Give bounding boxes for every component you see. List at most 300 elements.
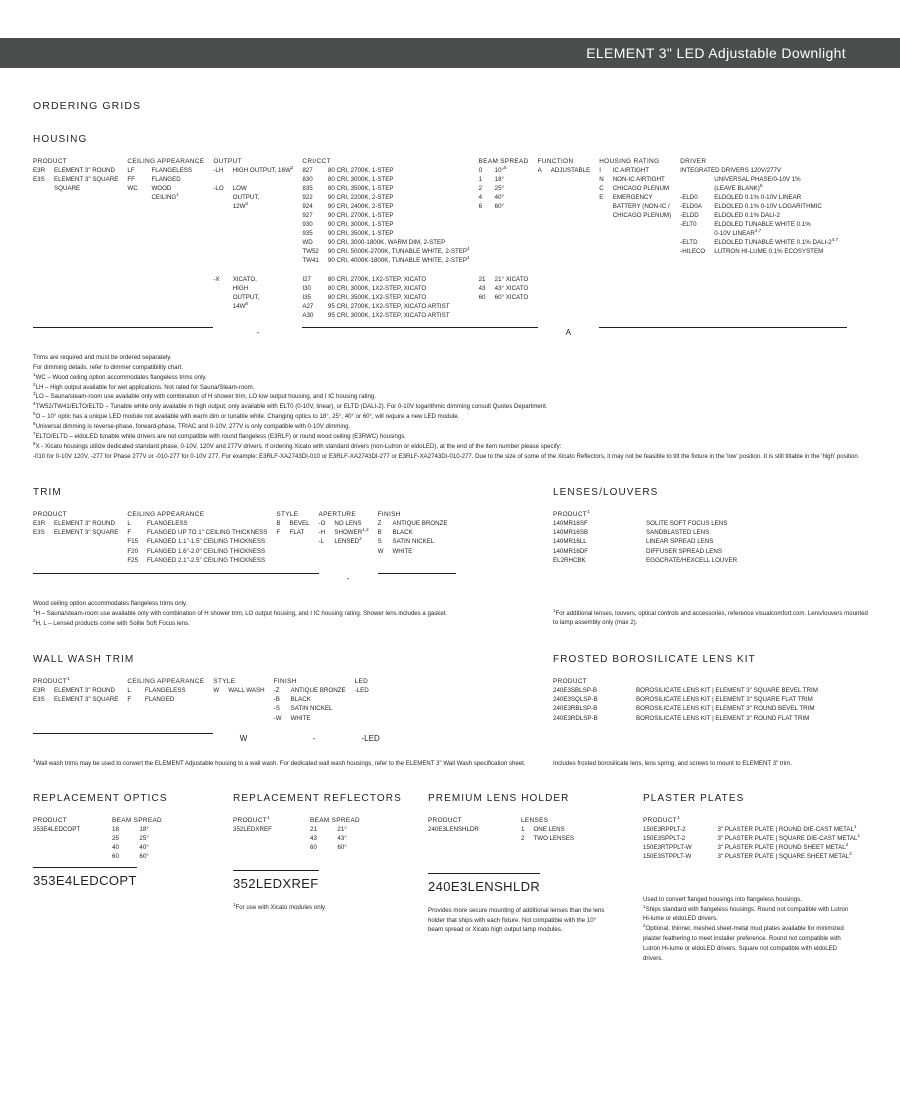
ro-beam-desc-0: 18° — [139, 825, 149, 833]
housing-driver-code-4: -ELT0 — [680, 221, 697, 229]
trim-ceiling-desc-0: FLANGELESS — [147, 520, 188, 528]
plaster-plates-notes — [643, 895, 857, 964]
housing-rating-code-0: I — [599, 167, 601, 174]
lens-desc-3: DIFFUSER SPREAD LENS — [646, 547, 722, 555]
header-row — [643, 817, 869, 825]
replacement-reflectors-grid — [233, 814, 369, 864]
table-row — [33, 714, 387, 723]
table-row — [233, 852, 369, 864]
housing-product-desc-1: ELEMENT 3" SQUARE — [54, 176, 119, 184]
ww-finish-code-1: -B — [273, 696, 280, 704]
housing-product-code-1: E3S — [33, 176, 45, 184]
housing-driver-desc-6: LUTRON HI-LUME 0.1% ECOSYSTEM — [714, 248, 824, 256]
table-row — [33, 284, 847, 293]
table-row — [553, 714, 827, 723]
housing-xicato-code-0: I27 — [302, 275, 311, 283]
housing-ceiling-desc-0: FLANGELESS — [151, 167, 193, 174]
housing-xicato-code-2: I35 — [302, 293, 311, 301]
table-row — [553, 528, 746, 537]
housing-note-9: $^8$X - Xicato housings utilize dedicated standard phase, 0-10V, 120V and 277V drivers. If ordering Xicato with standard drivers (non-Lutron or eldoLED), at the end of the item number please specify: — [33, 440, 562, 450]
housing-output-desc-0b — [233, 175, 303, 184]
trim-finish-code-0: Z — [377, 520, 382, 528]
ro-product: 353E4LEDCOPT — [33, 825, 81, 833]
col-header-lenses: LENSES — [521, 816, 549, 824]
housing-note-2: $^1$WC – Wood ceiling option accommodates flangeless trims only. — [33, 371, 207, 381]
housing-function-code-0: A — [537, 167, 542, 174]
ro-beam-code-2: 40 — [112, 843, 119, 851]
table-row — [233, 825, 369, 834]
col-header-aperture: APERTURE — [318, 511, 356, 519]
housing-beamx-code-1: 43 — [478, 284, 486, 292]
premium-lens-holder-title: PREMIUM LENS HOLDER — [428, 792, 570, 804]
housing-cricct-desc-10: 90 CRI, 4000K-1800K, TUNABLE WHITE, 2-STEP$^4$ — [327, 255, 470, 265]
housing-driver-desc-4b: 0-10V LINEAR$^{4,7}$ — [714, 228, 762, 238]
col-header-ceiling: CEILING APPEARANCE — [127, 678, 205, 686]
housing-driver-code-1: -ELD0 — [680, 194, 698, 202]
housing-xicato-code-1: I30 — [302, 284, 311, 292]
plh-lens-code-0: 1 — [521, 825, 525, 833]
ww-style-desc-0: WALL WASH — [228, 687, 265, 695]
table-row — [33, 825, 171, 834]
col-header-ceiling: CEILING APPEARANCE — [127, 511, 205, 519]
lens-desc-0: SOLITE SOFT FOCUS LENS — [646, 520, 728, 528]
housing-note-6: $^5$O – 10° optic has a unique LED module not available with warm dim or tunable white. Changing optics to 18°, 25°, 40° or 60°, will require a new LED module. — [33, 411, 460, 421]
ro-beam-code-1: 25 — [112, 834, 119, 842]
housing-cricct-desc-2: 80 CRI, 3500K, 1-STEP — [327, 185, 394, 193]
housing-output-desc-x3: OUTPUT, — [232, 293, 260, 301]
housing-cricct-desc-1: 80 CRI, 3000K, 1-STEP — [327, 176, 394, 184]
plaster-plates-title: PLASTER PLATES — [643, 792, 745, 804]
ww-selection-style: W — [239, 734, 248, 744]
housing-xicato-code-3: A27 — [302, 302, 314, 310]
housing-note-3: $^2$LH – High output available for wet applications. Not rated for Sauna/Steam-room. — [33, 381, 255, 391]
table-row — [33, 247, 847, 256]
trim-ceiling-code-4: F25 — [127, 556, 139, 564]
housing-product-desc-0: ELEMENT 3" ROUND — [54, 167, 115, 174]
pp-code-2: 150E3RTPPLT-W — [643, 843, 692, 851]
table-row — [643, 825, 869, 834]
table-row — [33, 220, 847, 229]
table-row — [233, 843, 369, 852]
col-header-cricct: CRI/CCT — [302, 158, 331, 165]
housing-output-desc-1: LOW — [232, 185, 247, 193]
housing-section-title: HOUSING — [33, 134, 88, 145]
plh-lens-desc-1: TWO LENSES — [533, 834, 575, 842]
housing-driver-desc-4: ELDOLED TUNABLE WHITE 0.1% — [714, 221, 811, 229]
housing-driver-desc-3: ELDOLED 0.1% DALI-2 — [714, 212, 780, 220]
trim-aperture-desc-0: NO LENS — [334, 520, 362, 528]
col-header-rating: HOUSING RATING — [599, 158, 660, 165]
table-row — [33, 528, 456, 537]
replacement-optics-section — [33, 793, 233, 964]
housing-cricct-code-7: 935 — [302, 230, 313, 238]
trim-note-1: $^1$H – Sauna/steam-room use available only with combination of H shower trim, LO output housing, and I IC housing rating. Shower lens includes a gasket. — [33, 607, 448, 617]
trim-finish-code-3: W — [377, 547, 384, 555]
ww-product-desc-1: ELEMENT 3" SQUARE — [54, 696, 119, 704]
col-header-ceiling: CEILING APPEARANCE — [127, 158, 205, 165]
col-header-led: LED — [354, 678, 369, 686]
plaster-plates-section — [643, 793, 869, 964]
table-row — [33, 704, 387, 713]
ww-finish-code-2: -S — [273, 705, 280, 713]
col-header-function: FUNCTION — [537, 158, 574, 165]
table-row — [233, 834, 369, 843]
trim-note-2: $^2$H, L – Lensed products come with Solite Soft Focus lens. — [33, 617, 190, 627]
replacement-optics-code: 353E4LEDCOPT — [33, 867, 137, 888]
table-row — [553, 537, 746, 546]
ww-product-code-1: E3S — [33, 696, 45, 704]
trim-aperture-desc-2: LENSED$^2$ — [334, 536, 362, 546]
trim-finish-desc-3: WHITE — [392, 547, 413, 555]
housing-rating-code-1: N — [599, 176, 604, 184]
table-row — [33, 686, 387, 695]
housing-beamx-desc-2: 60° XICATO — [494, 293, 529, 301]
col-header-beam: BEAM SPREAD — [112, 816, 163, 824]
trim-ceiling-desc-3: FLANGED 1.6"-2.0" CEILING THICKNESS — [147, 547, 266, 555]
frosted-code-3: 240E3RDLSP-B — [553, 714, 598, 722]
housing-ceiling-desc-2b: CEILING$^1$ — [151, 192, 179, 202]
col-header-driver: DRIVER — [680, 158, 707, 165]
table-row — [553, 519, 746, 528]
housing-cricct-code-9: TW52 — [302, 248, 319, 256]
ro-beam-code-3: 60 — [112, 852, 119, 860]
trim-product-code-0: E3R — [33, 520, 46, 528]
trim-lenses-row — [33, 487, 869, 628]
housing-rating-desc-2: CHICAGO PLENUM — [612, 185, 670, 193]
housing-beamx-code-2: 60 — [478, 293, 486, 301]
table-row — [643, 843, 869, 852]
page-content — [33, 100, 869, 964]
pp-note-0: Used to convert flanged housings into flangeless housings. — [643, 895, 802, 903]
housing-driver-code-3: -ELDD — [680, 212, 699, 220]
frosted-note: Includes frosted borosilicate lens, lens spring, and screws to mount to ELEMENT 3" trim. — [553, 759, 792, 767]
frosted-desc-0: BOROSILICATE LENS KIT | ELEMENT 3" SQUARE BEVEL TRIM — [636, 687, 818, 695]
housing-beam-desc-3: 40° — [494, 194, 505, 202]
table-row — [428, 834, 583, 843]
col-header-beam: BEAM SPREAD — [478, 158, 529, 165]
table-row — [33, 166, 847, 175]
table-row — [33, 302, 847, 311]
housing-xicato-code-4: A30 — [302, 311, 314, 319]
housing-grid — [33, 158, 847, 339]
housing-beamx-desc-0: 21° XICATO — [494, 275, 529, 283]
ww-finish-desc-2: SATIN NICKEL — [290, 705, 333, 713]
frosted-code-0: 240E3SBLSP-B — [553, 687, 598, 695]
housing-driver-code-5: -ELTD — [680, 239, 698, 247]
housing-header-row — [33, 158, 847, 166]
housing-cricct-code-6: 930 — [302, 221, 313, 229]
table-row — [33, 211, 847, 220]
replacement-optics-title: REPLACEMENT OPTICS — [33, 792, 168, 804]
table-row — [553, 547, 746, 556]
housing-product-desc-1b: SQUARE — [54, 185, 81, 193]
housing-ceiling-code-2: WC — [127, 185, 138, 193]
wallwash-note: $^1$Wall wash trims may be used to convert the ELEMENT Adjustable housing to a wall wash. For dedicated wall wash housings, refer to the ELEMENT 3" Wall Wash specification sheet. — [33, 757, 526, 767]
housing-ceiling-desc-2: WOOD — [151, 185, 172, 193]
lens-code-2: 140MR16LL — [553, 538, 587, 546]
table-row — [643, 834, 869, 843]
table-row — [33, 256, 847, 265]
trim-product-desc-1: ELEMENT 3" SQUARE — [54, 529, 119, 537]
col-header-finish: FINISH — [377, 511, 401, 519]
housing-selection-output: - — [256, 328, 260, 338]
trim-finish-desc-1: BLACK — [392, 529, 413, 537]
housing-output-code-x: -X — [213, 275, 220, 283]
wallwash-frosted-row — [33, 654, 869, 768]
table-row — [33, 193, 847, 202]
ww-style-code-0: W — [213, 687, 220, 695]
trim-section — [33, 487, 553, 628]
pp-desc-3: 3" PLASTER PLATE | SQUARE SHEET METAL$^2$ — [717, 850, 852, 860]
table-row — [33, 556, 456, 565]
housing-xicato-desc-4: 95 CRI, 3000K, 1X2-STEP, XICATO ARTIST — [327, 311, 450, 319]
table-row — [33, 843, 171, 852]
housing-rating-code-3: E — [599, 194, 604, 202]
housing-output-code-0: -LH — [213, 167, 224, 174]
housing-cricct-desc-0: 80 CRI, 2700K, 1-STEP — [327, 167, 394, 174]
ro-beam-desc-2: 40° — [139, 843, 149, 851]
housing-beamx-desc-1: 43° XICATO — [494, 284, 529, 292]
table-row — [553, 686, 827, 695]
pp-note-1: $^1$Ships standard with flangeless housings. Round not compatible with Lutron Hi-lume or eldoLED drivers. — [643, 903, 849, 923]
wallwash-selection-row — [33, 733, 387, 745]
housing-ceiling-code-0: LF — [127, 167, 135, 174]
trim-finish-code-2: S — [377, 538, 382, 546]
rr-beam-desc-1: 43° — [337, 834, 347, 842]
housing-note-8: $^7$ELTO/ELTD – eldoLED tunable white drivers are not compatible with round flangeless (E3RLF) or round wood ceiling (E3RWC) housings. — [33, 430, 406, 440]
replacement-optics-grid — [33, 817, 171, 861]
housing-driver-desc-0b: (LEAVE BLANK)$^6$ — [714, 183, 763, 193]
housing-driver-desc-5: ELDOLED TUNABLE WHITE 0.1% DALI-2$^{4,7}$ — [714, 237, 839, 247]
housing-cricct-code-0: 827 — [302, 167, 313, 174]
table-row — [33, 852, 171, 861]
trim-ceiling-desc-2: FLANGED 1.1"-1.5" CEILING THICKNESS — [147, 538, 266, 546]
trim-ceiling-code-3: F20 — [127, 547, 139, 555]
table-row — [33, 293, 847, 302]
table-row — [553, 695, 827, 704]
spacer-row — [33, 266, 847, 275]
lenses-section — [553, 487, 869, 628]
housing-output-code-1: -LO — [213, 185, 224, 193]
table-row — [33, 519, 456, 528]
ro-beam-desc-3: 60° — [139, 852, 149, 860]
housing-cricct-code-10: TW41 — [302, 257, 319, 265]
table-row — [553, 556, 746, 565]
table-row — [33, 184, 847, 193]
housing-beam-code-3: 4 — [478, 194, 483, 202]
lenses-header-row — [553, 511, 746, 519]
lenses-grid — [553, 511, 746, 564]
ww-finish-code-3: -W — [273, 714, 282, 722]
frosted-code-2: 240E3RBLSP-B — [553, 705, 598, 713]
housing-cricct-desc-9: 90 CRI, 5000K-2700K, TUNABLE WHITE, 2-STEP$^4$ — [327, 246, 470, 256]
bottom-sections — [33, 793, 869, 964]
trim-finish-code-1: B — [377, 529, 382, 537]
table-row — [553, 704, 827, 713]
housing-notes — [33, 353, 869, 461]
trim-notes — [33, 599, 553, 629]
rr-beam-code-1: 43 — [310, 834, 317, 842]
housing-output-desc-x2: HIGH — [232, 284, 249, 292]
housing-driver-heading: INTEGRATED DRIVERS 120V/277V — [680, 167, 782, 174]
lens-code-3: 140MR16DF — [553, 547, 589, 555]
housing-beam-desc-1: 18° — [494, 176, 505, 184]
header-row — [233, 817, 369, 825]
housing-driver-desc-0: UNIVERSAL PHASE/0-10V 1% — [714, 176, 801, 184]
wallwash-section-title: WALL WASH TRIM — [33, 654, 135, 666]
ww-ceiling-code-1: F — [127, 696, 132, 704]
ww-finish-desc-0: ANTIQUE BRONZE — [290, 687, 346, 695]
frosted-desc-3: BOROSILICATE LENS KIT | ELEMENT 3" ROUND FLAT TRIM — [636, 714, 810, 722]
housing-cricct-desc-7: 90 CRI, 3500K, 1-STEP — [327, 230, 394, 238]
housing-driver-desc-1: ELDOLED 0.1% 0-10V LINEAR — [714, 194, 802, 202]
housing-note-0: Trims are required and must be ordered separately. — [33, 353, 172, 361]
pp-code-0: 150E3RPPLT-2 — [643, 825, 686, 833]
housing-cricct-desc-6: 90 CRI, 3000K, 1-STEP — [327, 221, 394, 229]
housing-xicato-desc-3: 95 CRI, 2700K, 1X2-STEP, XICATO ARTIST — [327, 302, 450, 310]
col-header-product: PRODUCT$^1$ — [233, 814, 270, 824]
plaster-plates-grid — [643, 814, 869, 861]
housing-output-desc-1b: OUTPUT, — [232, 194, 260, 202]
col-header-product: PRODUCT — [33, 511, 68, 519]
housing-cricct-desc-3: 90 CRI, 2200K, 2-STEP — [327, 194, 394, 202]
col-header-product: PRODUCT — [33, 816, 68, 824]
housing-cricct-desc-4: 90 CRI, 2400K, 2-STEP — [327, 203, 394, 211]
housing-cricct-code-3: 922 — [302, 194, 313, 202]
housing-cricct-code-4: 924 — [302, 203, 313, 211]
housing-rating-code-2: C — [599, 185, 604, 193]
housing-driver-desc-2: ELDOLED 0.1% 0-10V LOGARITHMIC — [714, 203, 822, 211]
frosted-desc-2: BOROSILICATE LENS KIT | ELEMENT 3" ROUND BEVEL TRIM — [636, 705, 815, 713]
housing-note-5: $^4$TW52/TW41/ELTO/ELTD – Tunable white only available in high output; only available with ELT0 (0-10V, linear), or ELTD (DALI-2). For 0-10V logarithmic dimming consult Quotes Department. — [33, 401, 548, 411]
housing-beamx-code-0: 21 — [478, 275, 486, 283]
table-row — [33, 229, 847, 238]
pp-desc-0: 3" PLASTER PLATE | ROUND DIE-CAST METAL$^1$ — [717, 823, 857, 833]
housing-output-desc-1c: $12W^3$ — [232, 201, 248, 211]
housing-note-4: $^3$LO – Sauna/steam-room use available only with combination of H shower trim, LO low output housing, and I IC housing rating. — [33, 391, 376, 401]
trim-style-desc-1: FLAT — [289, 529, 305, 537]
replacement-reflectors-title: REPLACEMENT REFLECTORS — [233, 792, 402, 804]
lens-code-1: 140MR16SB — [553, 529, 589, 537]
housing-cricct-code-8: WD — [302, 239, 313, 247]
rr-beam-code-2: 60 — [310, 843, 317, 851]
replacement-reflectors-code: 352LEDXREF — [233, 870, 319, 891]
premium-lens-holder-section — [428, 793, 643, 964]
housing-beam-desc-4: 60° — [494, 203, 505, 211]
housing-rating-desc-3c: CHICAGO PLENUM) — [612, 212, 672, 220]
housing-beam-code-2: 2 — [478, 185, 483, 193]
page-title: ORDERING GRIDS — [33, 100, 142, 112]
housing-driver-code-2: -ELD0A — [680, 203, 702, 211]
housing-rating-desc-3: EMERGENCY — [612, 194, 653, 202]
spacer-row — [33, 723, 387, 734]
col-header-style: STYLE — [213, 678, 236, 686]
lenses-note: $^1$For additional lenses, louvers, optical controls and accessories, reference visualcomfort.com. Lens/louvers mounted to lamp assembly only (max 2). — [553, 607, 868, 627]
plh-lens-code-1: 2 — [521, 834, 525, 842]
ww-ceiling-desc-1: FLANGED — [144, 696, 175, 704]
frosted-desc-1: BOROSILICATE LENS KIT | ELEMENT 3" SQUARE FLAT TRIM — [636, 696, 813, 704]
header-row — [428, 817, 583, 825]
trim-ceiling-desc-1: FLANGED UP TO 1" CEILING THICKNESS — [147, 529, 268, 537]
table-row — [33, 695, 387, 704]
pp-code-1: 150E3SPPLT-2 — [643, 834, 686, 842]
header-row — [33, 817, 171, 825]
replacement-reflectors-note: $^1$For use with Xicato modules only. — [233, 901, 327, 911]
col-header-product: PRODUCT$^1$ — [553, 509, 590, 519]
housing-product-code-0: E3R — [33, 167, 46, 174]
frosted-section-title: FROSTED BOROSILICATE LENS KIT — [553, 654, 756, 666]
housing-note-7: $^6$Universal dimming is reverse-phase, forward-phase, TRIAC and 0-10V. 277V is only compatible with 0-10V dimming. — [33, 420, 351, 430]
housing-rating-desc-0: IC AIRTIGHT — [612, 167, 650, 174]
trim-style-code-0: B — [276, 520, 281, 528]
housing-cricct-code-2: 835 — [302, 185, 313, 193]
rr-beam-code-0: 21 — [310, 825, 317, 833]
wallwash-header-row — [33, 678, 387, 686]
housing-output-desc-x: XICATO, — [232, 275, 257, 283]
ww-selection-led: -LED — [361, 734, 380, 744]
housing-xicato-desc-1: 80 CRI, 3000K, 1X2-STEP, XICATO — [327, 284, 427, 292]
pp-code-3: 150E3STPPLT-W — [643, 852, 692, 860]
plh-product: 240E3LENSHLDR — [428, 825, 479, 833]
lens-desc-1: SANDBLASTED LENS — [646, 529, 710, 537]
spacer-row — [33, 320, 847, 328]
col-header-product: PRODUCT$^1$ — [33, 676, 70, 686]
col-header-product: PRODUCT$^1$ — [643, 814, 680, 824]
housing-cricct-code-1: 830 — [302, 176, 313, 184]
table-row — [643, 852, 869, 861]
rr-beam-desc-0: 21° — [337, 825, 347, 833]
trim-ceiling-code-2: F15 — [127, 538, 139, 546]
table-row — [33, 537, 456, 546]
housing-output-desc-x4: $14W^8$ — [232, 300, 248, 310]
ro-beam-code-0: 18 — [112, 825, 119, 833]
table-row — [33, 547, 456, 556]
ww-led-code-0: -LED — [354, 687, 369, 695]
frosted-section — [553, 654, 869, 768]
frosted-header-row — [553, 678, 827, 686]
trim-selection-dash: - — [346, 574, 350, 584]
housing-output-desc-0: HIGH OUTPUT, $16W^2$ — [232, 164, 294, 174]
housing-beam-code-1: 1 — [478, 176, 483, 184]
rr-beam-desc-2: 60° — [337, 843, 347, 851]
trim-selection-row — [33, 573, 456, 585]
trim-note-0: Wood ceiling option accommodates flangeless trims only. — [33, 599, 188, 607]
col-header-product: PRODUCT — [428, 816, 463, 824]
lens-code-4: EL2RHCBK — [553, 556, 586, 564]
trim-ceiling-desc-4: FLANGED 2.1"-2.5" CEILING THICKNESS — [147, 556, 266, 564]
housing-beam-code-4: 6 — [478, 203, 483, 211]
lens-desc-2: LINEAR SPREAD LENS — [646, 538, 714, 546]
table-row — [428, 825, 583, 834]
trim-style-desc-0: BEVEL — [289, 520, 310, 528]
ww-finish-desc-3: WHITE — [290, 714, 311, 722]
trim-aperture-code-0: -O — [318, 520, 326, 528]
col-header-finish: FINISH — [273, 678, 297, 686]
ww-finish-desc-1: BLACK — [290, 696, 311, 704]
trim-grid — [33, 511, 456, 584]
col-header-style: STYLE — [276, 511, 299, 519]
pp-note-2: $^2$Optional, thinner, meshed sheet-metal mud plates available for minimized plaster feathering to meet installer preference. Round not compatible with Lutron Hi-lume or eldoLED drivers. Square not compatible with eldoLED drivers. — [643, 923, 844, 962]
frosted-code-1: 240E3SQLSP-B — [553, 696, 598, 704]
housing-note-10: -010 for 0-10V 120V, -277 for Phase 277V or -010-277 for 0-10V 277. For example: E3RLF-XA2743DI-010 or E3RLF-XA2743DI-277 or E3RLF-XA2743DI-010-277. Due to the size of some of the Xicato Reflectors, it may not be feasible to tilt the fixture in the 'low' position. It is still tiltable in the 'high' position. — [33, 452, 860, 460]
trim-aperture-code-2: -L — [318, 538, 325, 546]
wallwash-section — [33, 654, 553, 768]
frosted-grid — [553, 678, 827, 722]
plh-lens-desc-0: ONE LENS — [533, 825, 565, 833]
pp-desc-2: 3" PLASTER PLATE | ROUND SHEET METAL$^2$ — [717, 841, 849, 851]
rr-product: 352LEDXREF — [233, 825, 272, 833]
pp-desc-1: 3" PLASTER PLATE | SQUARE DIE-CAST METAL$^1$ — [717, 832, 860, 842]
